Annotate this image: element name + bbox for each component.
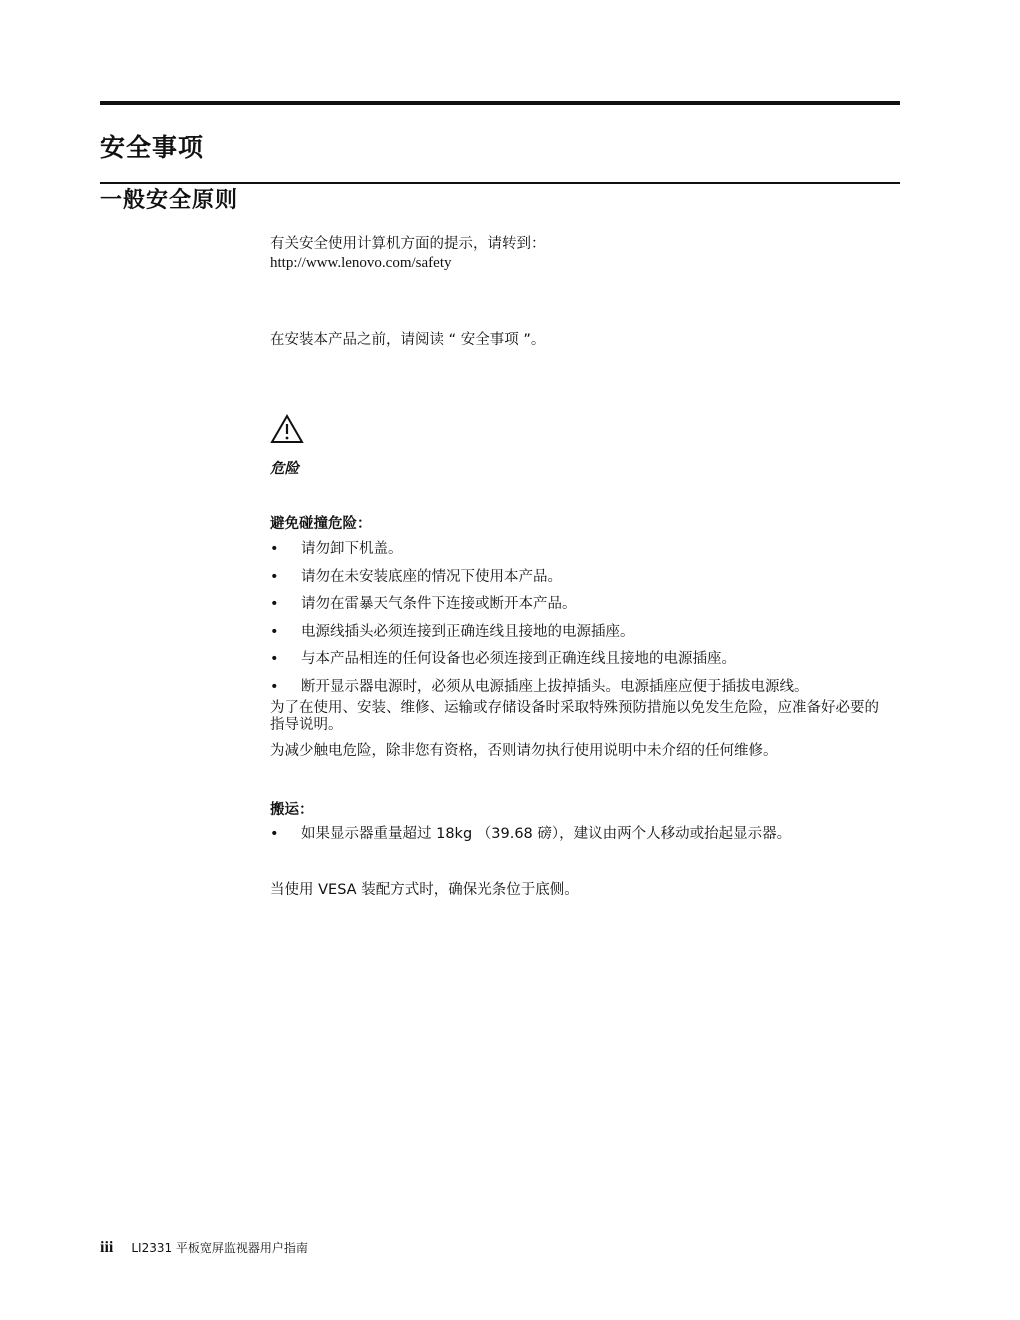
bullet-icon: • <box>270 568 279 585</box>
bullet-icon: • <box>270 678 279 695</box>
list-item <box>270 650 809 678</box>
list-item <box>270 825 791 853</box>
warning-triangle-icon <box>270 414 304 444</box>
list-item-text: 请勿在未安装底座的情况下使用本产品。 <box>301 568 562 585</box>
footer-title: LI2331 平板宽屏监视器用户指南 <box>131 1241 308 1255</box>
transport-heading: 搬运： <box>270 802 314 818</box>
bullet-icon: • <box>270 596 279 612</box>
list-item-text: 与本产品相连的任何设备也必须连接到正确连线且接地的电源插座。 <box>301 651 736 667</box>
danger-label: 危险 <box>270 461 299 477</box>
top-rule <box>100 101 900 105</box>
page-number: iii <box>100 1239 114 1256</box>
vesa-note: 当使用 VESA 装配方式时，确保光条位于底侧。 <box>270 882 579 898</box>
list-item-text: 如果显示器重量超过 18kg （39.68 磅），建议由两个人移动或抬起显示器。 <box>301 826 792 842</box>
list-item-text: 电源线插头必须连接到正确连线且接地的电源插座。 <box>301 623 635 640</box>
bullet-icon: • <box>270 623 279 640</box>
bullet-icon: • <box>270 541 279 557</box>
list-item-text: 断开显示器电源时，必须从电源插座上拔掉插头。电源插座应便于插拔电源线。 <box>301 678 809 695</box>
hazard-list <box>270 540 809 705</box>
bullet-icon: • <box>270 826 279 842</box>
bullet-icon: • <box>270 651 279 667</box>
read-safety-notice: 在安装本产品之前，请阅读 “ 安全事项 ”。 <box>270 332 546 348</box>
precaution-paragraph: 为了在使用、安装、维修、运输或存储设备时采取特殊预防措施以免发生危险，应准备好必要的指导说明。 <box>270 700 879 733</box>
list-item <box>270 540 809 568</box>
list-item-text: 请勿在雷暴天气条件下连接或断开本产品。 <box>301 596 577 612</box>
list-item-text: 请勿卸下机盖。 <box>301 541 403 557</box>
list-item <box>270 595 809 623</box>
safety-url-link[interactable]: http://www.lenovo.com/safety <box>270 255 452 271</box>
page-footer <box>100 1239 308 1257</box>
list-item <box>270 568 809 596</box>
intro-text: 有关安全使用计算机方面的提示，请转到： <box>270 236 546 252</box>
hazard-heading: 避免碰撞危险： <box>270 516 372 532</box>
list-item <box>270 623 809 651</box>
transport-list <box>270 825 791 853</box>
section-title: 一般安全原则 <box>100 188 239 213</box>
shock-paragraph: 为减少触电危险，除非您有资格，否则请勿执行使用说明中未介绍的任何维修。 <box>270 743 778 759</box>
page-title: 安全事项 <box>100 133 205 162</box>
